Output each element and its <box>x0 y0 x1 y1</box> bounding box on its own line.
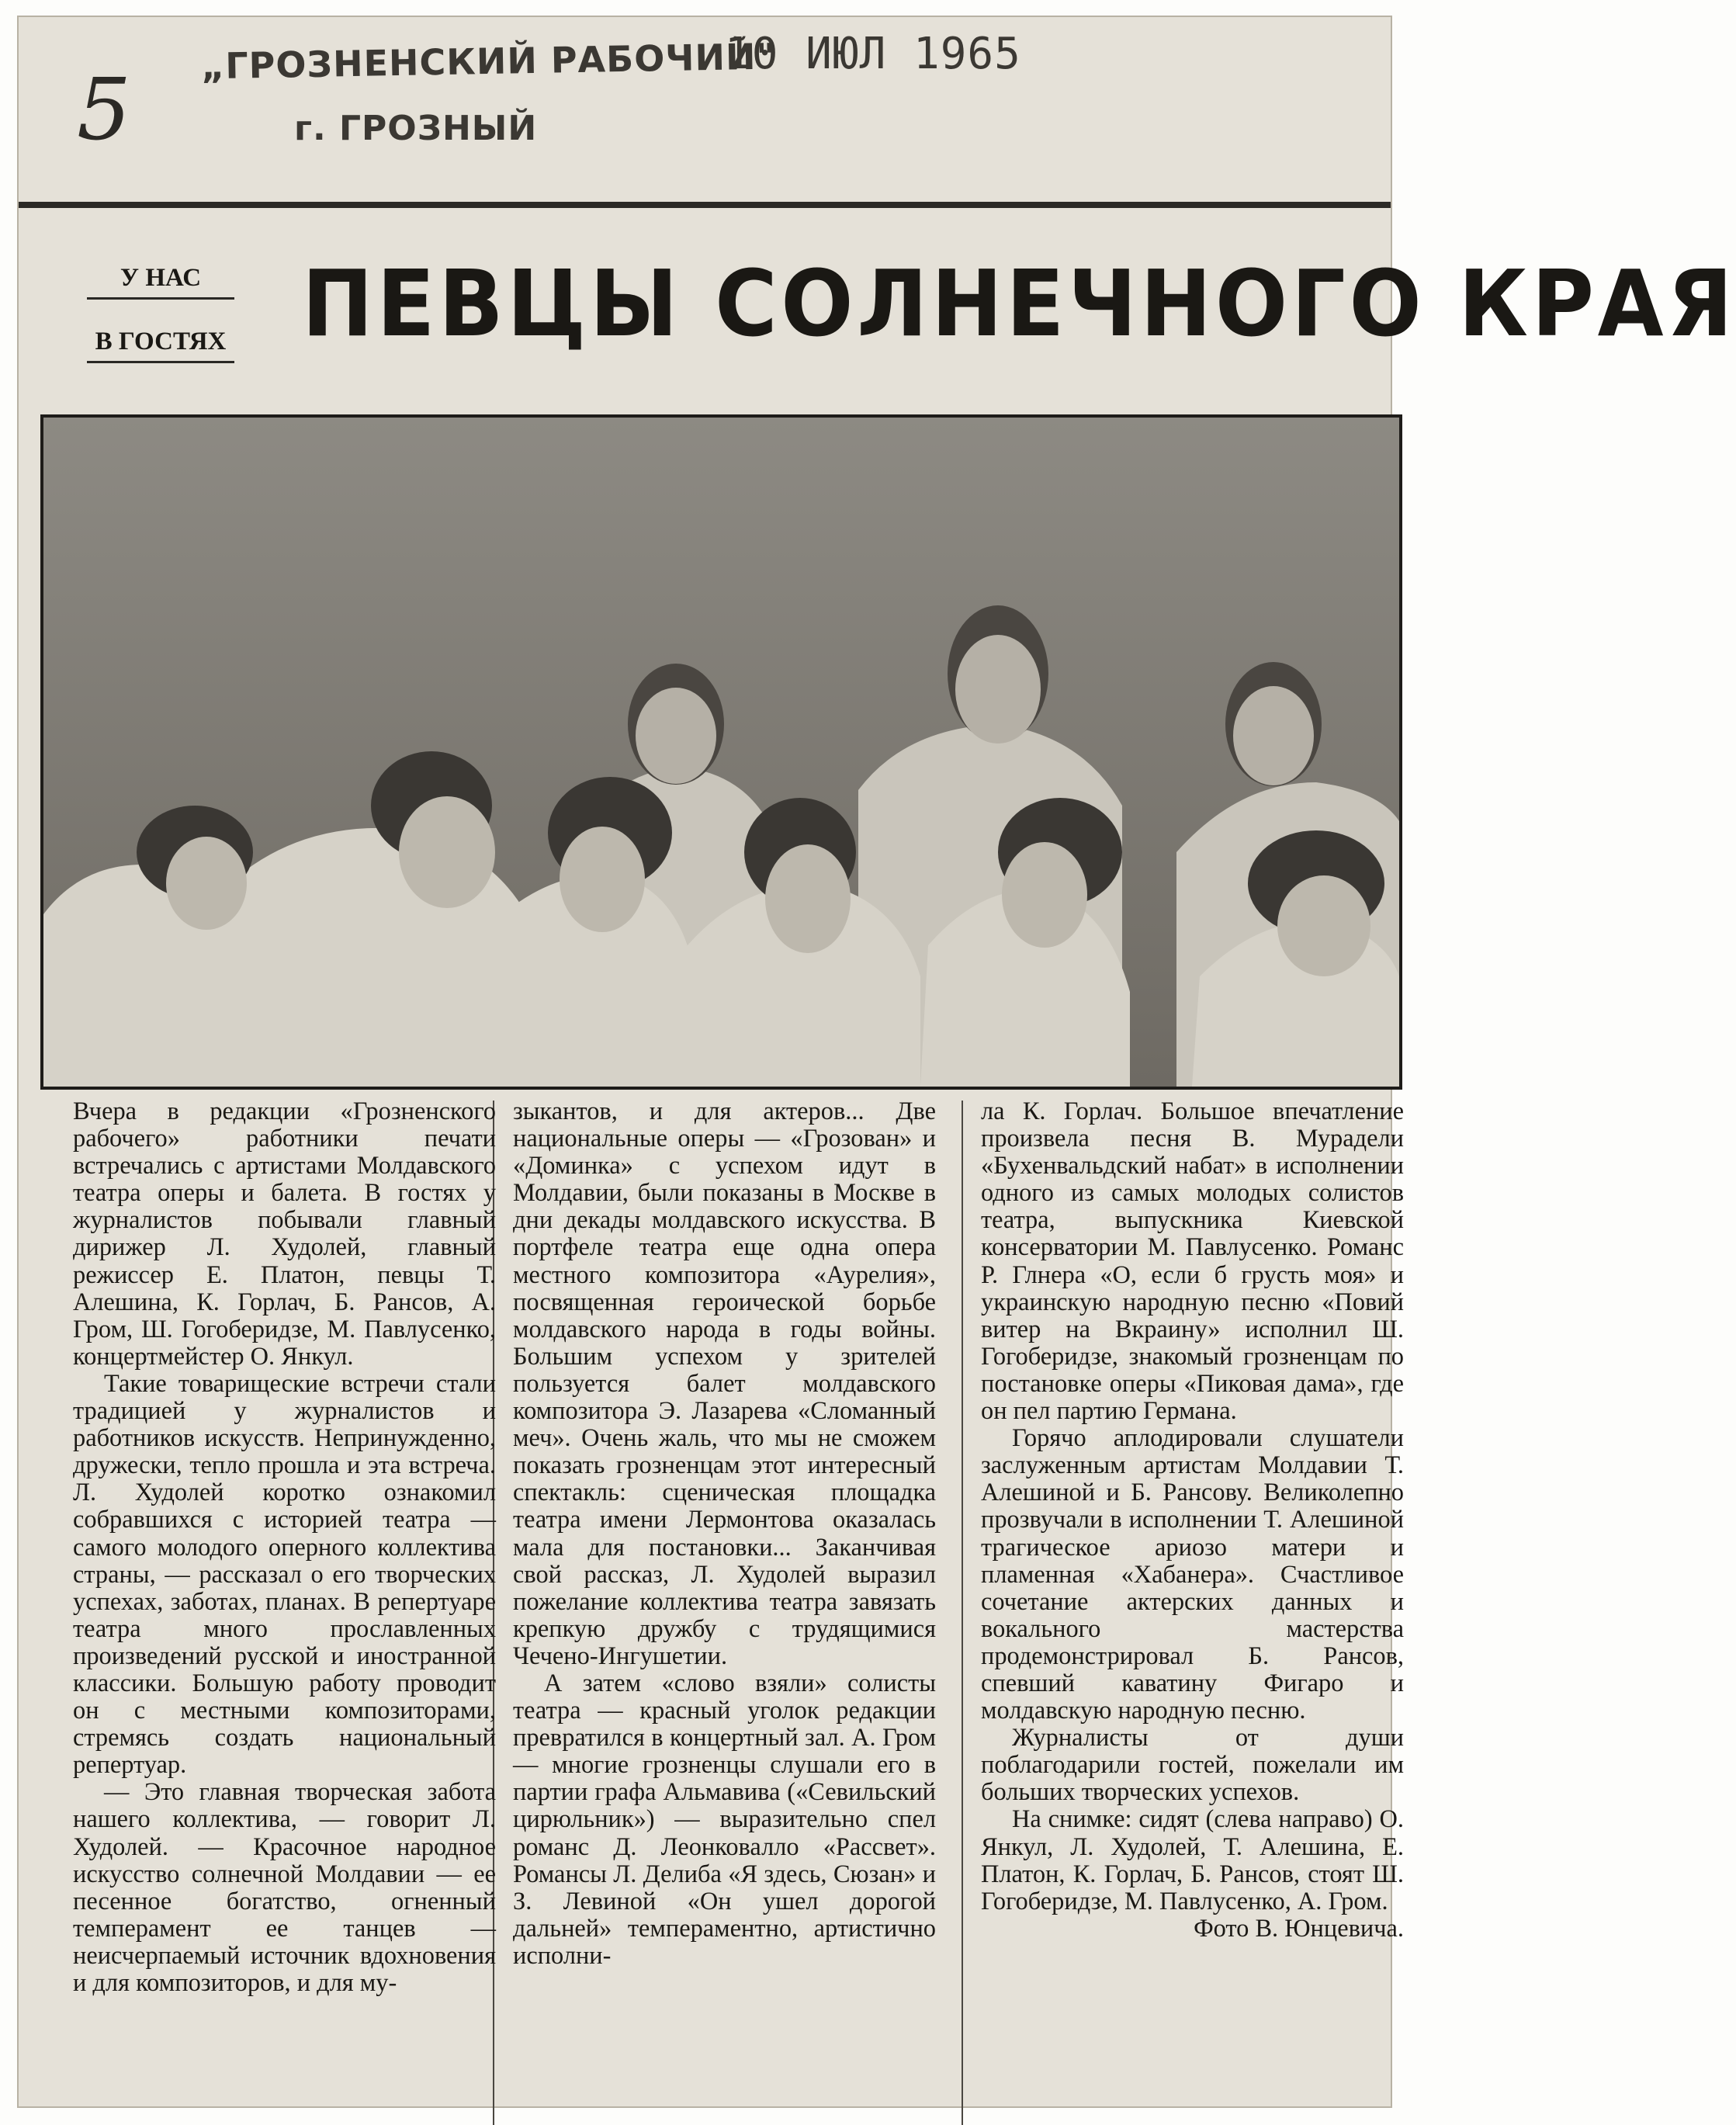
paragraph: Горячо аплодировали слушатели заслуженным артистам Молдавии Т. Алешиной и Б. Рансову. Великолепно прозвучали в исполнении Т. Алешиной трагическое ариозо матери и пламенная «Хабанера». Счастливое сочетание актерских данных и вокального мастерства продемонстрировал Б. Рансов, спевший каватину Фигаро и молдавскую народную песню. <box>981 1424 1404 1725</box>
paragraph: зыкантов, и для актеров... Две национальные оперы — «Грозован» и «Доминка» с успехом идут в Молдавии, были показаны в Москве в дни декады молдавского искусства. В портфеле театра еще одна опера местного композитора «Аурелия», посвященная героической борьбе молдавского народа в годы войны. Большим успехом у зрителей пользуется балет молдавского композитора Э. Лазарева «Сломанный меч». Очень жаль, что мы не сможем показать грозненцам этот интересный спектакль: сценическая площадка театра имени Лермонтова оказалась мала для постановки... Заканчивая свой рассказ, Л. Худолей выразил пожелание коллектива театра завязать крепкую дружбу с трудящимися Чечено-Ингушетии. <box>513 1097 936 1670</box>
group-photo <box>40 414 1402 1090</box>
paragraph: Журналисты от души поблагодарили гостей, пожелали им больших творческих успехов. <box>981 1724 1404 1807</box>
column-divider <box>962 1101 963 2125</box>
rubric-line-1: У НАС <box>87 264 234 300</box>
article-column-3 <box>981 1098 1404 1943</box>
article-column-2 <box>513 1098 936 1970</box>
photo-credit: Фото В. Юнцевича. <box>1194 1914 1404 1943</box>
paragraph: Вчера в редакции «Грозненского рабочего» работники печати встречались с артистами Молдавского театра оперы и балета. В гостях у журналистов побывали главный дирижер Л. Худолей, главный режиссер Е. Платон, певцы Т. Алешина, К. Горлач, Б. Рансов, А. Гром, Ш. Гогоберидзе, М. Павлусенко, концертмейстер О. Янкул. <box>73 1097 496 1371</box>
paragraph: ла К. Горлач. Большое впечатление произвела песня В. Мурадели «Бухенвальдский набат» в исполнении одного из самых молодых солистов театра, выпускника Киевской консерватории М. Павлусенко. Романс Р. Глнера «О, если б грусть моя» и украинскую народную песню «Повий витер на Вкраину» исполнил Ш. Гогоберидзе, знакомый грозненцам по постановке оперы «Пиковая дама», где он пел партию Германа. <box>981 1097 1404 1426</box>
paragraph: А затем «слово взяли» солисты театра — красный уголок редакции превратился в концертный зал. А. Гром — многие грозненцы слушали его в партии графа Альмавива («Севильский цирюльник») — выразительно спел романс Д. Леонковалло «Рассвет». Романсы Л. Делиба «Я здесь, Сюзан» и З. Левиной «Он ушел дорогой дальней» темпераментно, артистично исполни- <box>513 1669 936 1970</box>
newspaper-stamp-name: „ГРОЗНЕНСКИЙ РАБОЧИЙ" <box>200 35 776 88</box>
article-headline: ПЕВЦЫ СОЛНЕЧНОГО КРАЯ <box>302 250 1736 357</box>
paragraph: Такие товарищеские встречи стали традицией у журналистов и работников искусств. Непринужденно, дружески, тепло прошла и эта встреча. Л. Худолей коротко ознакомил собравшихся с историей театра — самого молодого оперного коллектива страны, — рассказал о его творческих успехах, заботах, планах. В репертуаре театра много прославленных произведений русской и иностранной классики. Большую работу проводит он с местными композиторами, стремясь создать национальный репертуар. <box>73 1369 496 1780</box>
paragraph: — Это главная творческая забота нашего коллектива, — говорит Л. Худолей. — Красочное народное искусство солнечной Молдавии — ее песенное богатство, огненный темперамент ее танцев — неисчерпаемый источник вдохновения и для композиторов, и для му- <box>73 1778 496 1997</box>
article-column-1 <box>73 1098 496 1997</box>
photo-caption: На снимке: сидят (слева направо) О. Янкул, Л. Худолей, Т. Алешина, Е. Платон, К. Горлач, Б. Рансов, стоят Ш. Гогоберидзе, М. Павлусенко, А. Гром. <box>981 1805 1404 1915</box>
newspaper-stamp-city: г. ГРОЗНЫЙ <box>294 109 538 148</box>
newspaper-clipping <box>17 16 1736 2108</box>
header-rule <box>19 202 1391 208</box>
pencil-page-number: 5 <box>77 60 131 159</box>
group-photo-illustration <box>43 418 1399 1087</box>
rubric-line-2: В ГОСТЯХ <box>87 328 234 363</box>
newspaper-stamp-date: 10 ИЮЛ 1965 <box>725 29 1021 79</box>
